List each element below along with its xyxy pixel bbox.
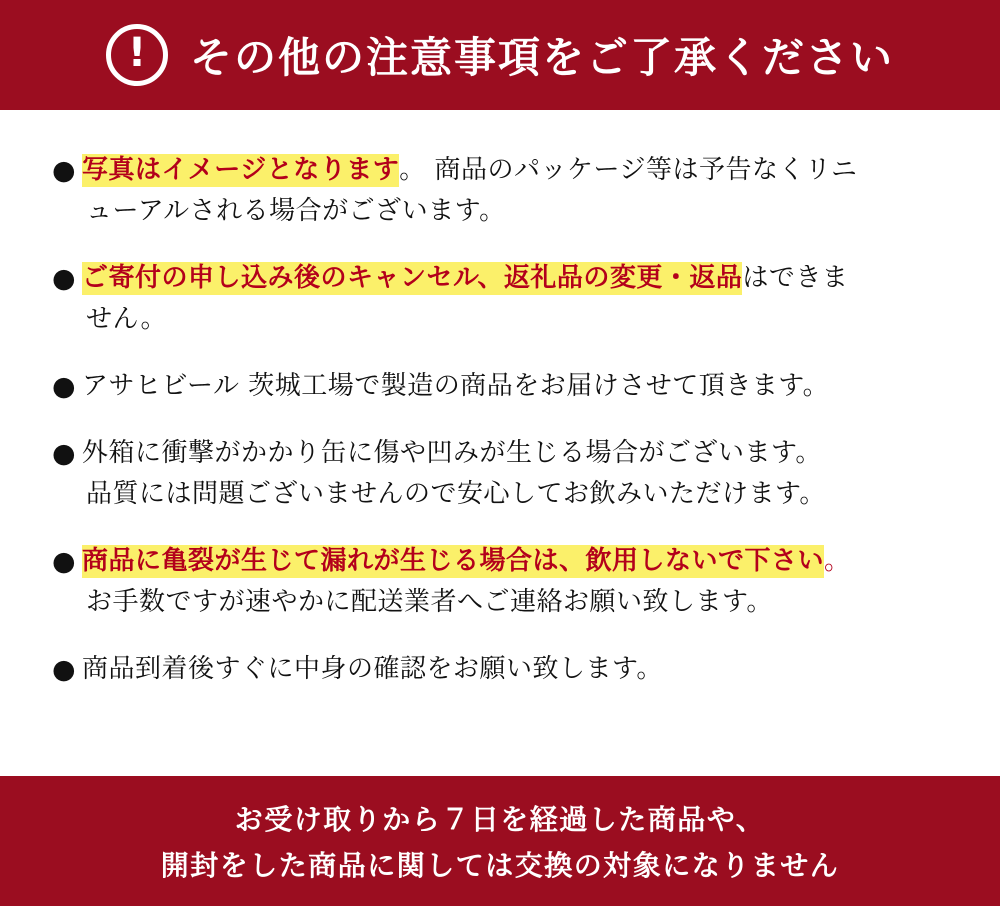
note-segment: お手数ですが速やかに配送業者へご連絡お願い致します。	[86, 587, 773, 617]
note-segment: 商品到着後すぐに中身の確認をお願い致します。	[82, 654, 663, 684]
exclamation-mark: !	[127, 30, 147, 76]
bullet-icon: ●	[52, 371, 76, 402]
bullet-icon: ●	[52, 263, 76, 294]
note-line	[82, 191, 948, 232]
note-line	[82, 474, 948, 515]
note-text	[82, 541, 948, 623]
note-line	[82, 366, 948, 407]
note-segment: ご寄付の申し込み後のキャンセル、返礼品の変更・返品	[82, 263, 743, 293]
footer-line-2: 開封をした商品に関しては交換の対象になりません	[160, 849, 840, 882]
footer-banner	[0, 776, 1000, 906]
note-segment: 写真はイメージとなります	[82, 155, 400, 185]
note-line	[82, 433, 948, 474]
notes-list	[0, 110, 1000, 776]
note-line	[82, 258, 948, 299]
note-item	[52, 258, 948, 340]
note-segment: アサヒビール 茨城工場で製造の商品をお届けさせて頂きます。	[82, 371, 830, 401]
note-text	[82, 150, 948, 232]
note-segment: はできま	[742, 263, 849, 293]
note-text	[82, 366, 948, 407]
note-item	[52, 433, 948, 515]
bullet-icon: ●	[52, 155, 76, 186]
note-item	[52, 541, 948, 623]
note-segment: せん。	[86, 304, 168, 334]
bullet-icon: ●	[52, 654, 76, 685]
note-text	[82, 433, 948, 515]
note-item	[52, 150, 948, 232]
header-banner	[0, 0, 1000, 110]
note-line	[82, 299, 948, 340]
footer-line-1: お受け取りから７日を経過した商品や、	[234, 803, 766, 836]
bullet-icon: ●	[52, 438, 76, 469]
note-line	[82, 150, 948, 191]
page-title: その他の注意事項をご了承ください	[189, 33, 894, 82]
note-segment: 。 商品のパッケージ等は予告なくリニ	[399, 155, 858, 185]
note-segment: 商品に亀裂が生じて漏れが生じる場合は、飲用しないで下さい	[82, 546, 825, 576]
exclamation-circle-icon	[106, 24, 168, 86]
note-segment: 外箱に衝撃がかかり缶に傷や凹みが生じる場合がございます。	[82, 438, 822, 468]
note-segment: ューアルされる場合がございます。	[86, 196, 506, 226]
note-segment: 品質には問題ございませんので安心してお飲みいただけます。	[86, 479, 826, 509]
note-line	[82, 582, 948, 623]
note-item	[52, 366, 948, 407]
note-segment: 。	[824, 546, 851, 576]
note-item	[52, 649, 948, 690]
note-line	[82, 649, 948, 690]
note-line	[82, 541, 948, 582]
bullet-icon: ●	[52, 546, 76, 577]
note-text	[82, 258, 948, 340]
note-text	[82, 649, 948, 690]
